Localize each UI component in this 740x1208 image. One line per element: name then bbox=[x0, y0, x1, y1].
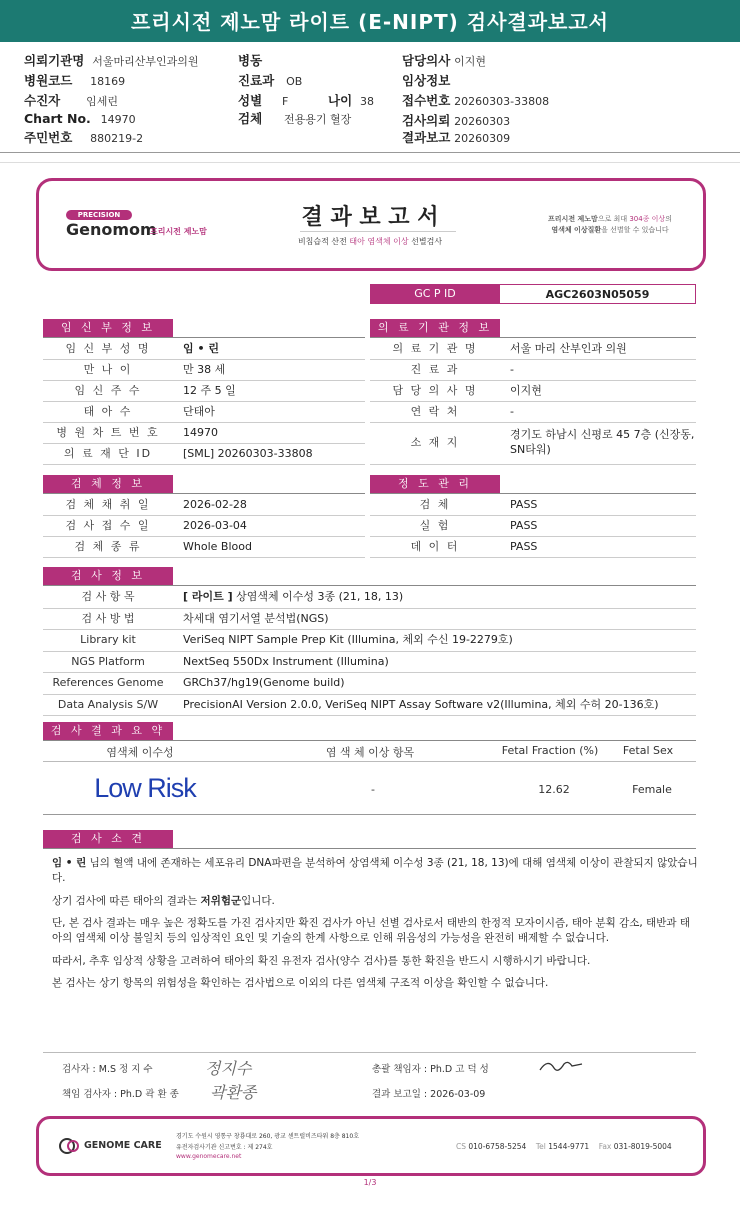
institution-value: 서울 마리 산부인과 의원 bbox=[510, 342, 627, 355]
report-heading: 결 과 보 고 서 bbox=[301, 205, 439, 230]
doctor-row: 담당의사 이지현 bbox=[402, 53, 487, 68]
test-row-line bbox=[43, 715, 696, 716]
institution-value: 이지현 bbox=[510, 384, 542, 397]
tester-signature: 정지수 bbox=[205, 1059, 252, 1078]
preg-value: 12 주 5 일 bbox=[183, 384, 236, 397]
top-divider bbox=[0, 152, 740, 153]
chart-row: Chart No. 14970 bbox=[24, 111, 136, 126]
opinion-p4: 따라서, 추후 임상적 상황을 고려하여 태아의 확진 유전자 검사(양수 검사)를 통한 확진을 반드시 시행하시기 바랍니다. bbox=[52, 955, 591, 967]
top-divider-2 bbox=[0, 162, 740, 163]
request-row: 검사의뢰 20260303 bbox=[402, 113, 511, 128]
responsible-label: 책임 검사자 : Ph.D 곽 환 종 bbox=[62, 1089, 179, 1100]
spec-label: 검 체 채 취 일 bbox=[65, 498, 151, 511]
test-value: PrecisionAI Version 2.0.0, VeriSeq NIPT Assay Software v2(Illumina, 체외 수허 20-136호) bbox=[183, 697, 659, 711]
patient-row: 수진자 임세린 bbox=[24, 93, 118, 108]
institution-label: 담 당 의 사 명 bbox=[392, 384, 478, 397]
opinion-top-line bbox=[43, 848, 696, 849]
summary-header-line bbox=[43, 761, 696, 762]
summary-bottom-line bbox=[43, 814, 696, 815]
preg-label: 의 료 재 단 ID bbox=[63, 447, 153, 460]
spec-label: 검 체 종 류 bbox=[74, 540, 142, 553]
qc-value: PASS bbox=[510, 540, 538, 553]
summary-col-fraction: Fetal Fraction (%) bbox=[501, 744, 599, 757]
spec-value: 2026-03-04 bbox=[183, 519, 247, 532]
tester-label: 검사자 : M.S 정 지 수 bbox=[62, 1064, 153, 1075]
test-value: NextSeq 550Dx Instrument (Illumina) bbox=[183, 654, 389, 668]
spec-label: 검 사 접 수 일 bbox=[65, 519, 151, 532]
qc-label: 검 체 bbox=[419, 498, 451, 511]
test-label: NGS Platform bbox=[71, 654, 145, 668]
gcpid-value: AGC2603N05059 bbox=[500, 284, 696, 304]
institution-label: 진 료 과 bbox=[410, 363, 460, 376]
preg-value: [SML] 20260303-33808 bbox=[183, 447, 313, 460]
result-date-row: 결과보고 20260309 bbox=[402, 130, 511, 145]
footer-website[interactable]: www.genomecare.net bbox=[176, 1153, 242, 1160]
institution-value: - bbox=[510, 363, 514, 376]
code-row: 병원코드 18169 bbox=[24, 73, 126, 88]
test-label: 검 사 항 목 bbox=[81, 590, 135, 603]
hospital-row: 의뢰기관명 서울마리산부인과의원 bbox=[24, 53, 199, 68]
qc-value: PASS bbox=[510, 519, 538, 532]
opinion-p3: 단, 본 검사 결과는 매우 높은 정확도를 가진 검사지만 확진 검사가 아닌 선별 검사로서 태반의 한정적 모자이시즘, 태아 분획 감소, 태반과 태아의 염색체 이상 불일치 등의 임상적인 요인 및 기술의 한계 사항으로 인해 위음성의 가능성을 완전히 배제할 수 없습니다. bbox=[52, 917, 690, 944]
opinion-p5: 본 검사는 상기 항목의 위험성을 확인하는 검사법으로 이외의 다른 염색체 구조적 이상을 확인할 수 없습니다. bbox=[52, 977, 549, 989]
heading-divider bbox=[300, 231, 456, 232]
signature-divider bbox=[43, 1052, 696, 1053]
preg-value: 단태아 bbox=[183, 405, 215, 418]
qc-value: PASS bbox=[510, 498, 538, 511]
test-label: Data Analysis S/W bbox=[57, 697, 159, 711]
genomom-logo: Genomom bbox=[66, 220, 157, 239]
fraction-value: 12.62 bbox=[538, 783, 570, 796]
preg-row-line bbox=[43, 464, 365, 465]
genome-care-logo-icon bbox=[58, 1137, 82, 1155]
gcpid-label: GC P ID bbox=[370, 284, 500, 304]
summary-top-line bbox=[43, 740, 696, 741]
header-note-1: 프리시전 제노맘으로 최대 304종 이상의 bbox=[548, 215, 672, 223]
opinion-p1: 임 • 린 님의 혈액 내에 존재하는 세포유리 DNA파편을 분석하여 상염색체 이수성 3종 (21, 18, 13)에 대해 염색체 이상이 관찰되지 않았습니다. bbox=[52, 857, 698, 884]
preg-value: 14970 bbox=[183, 426, 218, 439]
specimen-row: 검체 전용용기 혈장 bbox=[238, 111, 352, 126]
sex-row: 성별 F bbox=[238, 93, 289, 108]
institution-value: 경기도 하남시 신평로 45 7층 (신장동, SN타워) bbox=[510, 428, 695, 456]
preg-label: 태 아 수 bbox=[83, 405, 133, 418]
test-value: [ 라이트 ] 상염색체 이수성 3종 (21, 18, 13) bbox=[183, 590, 404, 603]
test-label: Library kit bbox=[80, 633, 136, 646]
institution-label: 의 료 기 관 명 bbox=[392, 342, 478, 355]
dept-row: 진료과 OB bbox=[238, 73, 303, 88]
report-subheading: 비침습적 산전 태아 염색체 이상 선별검사 bbox=[297, 237, 443, 246]
qc-head: 정 도 관 리 bbox=[370, 475, 500, 493]
spec-row-line bbox=[43, 557, 365, 558]
preg-label: 만 나 이 bbox=[83, 363, 133, 376]
opinion-head: 검 사 소 견 bbox=[43, 830, 173, 848]
footer-logo-text: GENOME CARE bbox=[84, 1140, 162, 1151]
sex-value: Female bbox=[632, 783, 672, 796]
summary-col-aneuploidy: 염색체 이수성 bbox=[106, 746, 174, 759]
precision-badge: PRECISION bbox=[66, 210, 132, 220]
chief-label: 총괄 책임자 : Ph.D 고 덕 성 bbox=[372, 1064, 489, 1075]
header-note-2: 염색체 이상질환을 선별할 수 있습니다 bbox=[551, 226, 669, 234]
summary-col-sex: Fetal Sex bbox=[622, 744, 674, 757]
idnum-row: 주민번호 880219-2 bbox=[24, 130, 144, 145]
risk-result: Low Risk bbox=[94, 773, 196, 803]
spec-value: Whole Blood bbox=[183, 540, 252, 553]
receipt-row: 접수번호 20260303-33808 bbox=[402, 93, 550, 108]
test-label: References Genome bbox=[52, 676, 164, 689]
preg-label: 임 신 부 성 명 bbox=[65, 342, 151, 355]
page-number: 1/3 bbox=[363, 1178, 377, 1187]
qc-label: 실 험 bbox=[419, 519, 451, 532]
preg-value: 임 • 린 bbox=[183, 342, 219, 355]
age-row: 나이 38 bbox=[328, 93, 374, 108]
footer-license: 유전자검사기관 신고번호 : 제 274호 bbox=[176, 1144, 273, 1151]
qc-label: 데 이 터 bbox=[410, 540, 460, 553]
preg-label: 임 신 주 수 bbox=[74, 384, 142, 397]
clinical-row: 임상정보 bbox=[402, 73, 451, 88]
report-date-label: 결과 보고일 : 2026-03-09 bbox=[372, 1089, 486, 1100]
report-title: 프리시전 제노맘 라이트 (E-NIPT) 검사결과보고서 bbox=[0, 0, 740, 42]
institution-row-line bbox=[370, 464, 696, 465]
test-value: GRCh37/hg19(Genome build) bbox=[183, 676, 345, 689]
spec-value: 2026-02-28 bbox=[183, 498, 247, 511]
institution-head: 의 료 기 관 정 보 bbox=[370, 319, 500, 337]
test-head: 검 사 정 보 bbox=[43, 567, 173, 585]
test-value: 차세대 염기서열 분석법(NGS) bbox=[183, 611, 329, 625]
footer-contacts: CS 010-6758-5254 Tel 1544-9771 Fax 031-8019-5004 bbox=[456, 1142, 672, 1151]
responsible-signature: 곽환종 bbox=[210, 1083, 257, 1102]
preg-label: 병 원 차 트 번 호 bbox=[56, 426, 160, 439]
ward-row: 병동 bbox=[238, 53, 263, 68]
test-value: VeriSeq NIPT Sample Prep Kit (Illumina, 체외 수신 19-2279호) bbox=[183, 633, 513, 646]
test-label: 검 사 방 법 bbox=[81, 611, 135, 625]
genomom-sub: 프리시전 제노맘 bbox=[150, 227, 207, 236]
institution-value: - bbox=[510, 405, 514, 418]
summary-head: 검 사 결 과 요 약 bbox=[43, 722, 173, 740]
institution-label: 소 재 지 bbox=[410, 436, 460, 449]
institution-label: 연 락 처 bbox=[410, 405, 460, 418]
preg-value: 만 38 세 bbox=[183, 363, 226, 376]
pregnant-head: 임 신 부 정 보 bbox=[43, 319, 173, 337]
specimen-head: 검 체 정 보 bbox=[43, 475, 173, 493]
footer-address: 경기도 수원시 영통구 창룡대로 260, 광교 센트럴비즈타워 8층 810호 bbox=[176, 1133, 359, 1140]
chief-signature-icon bbox=[536, 1056, 586, 1076]
opinion-p2: 상기 검사에 따른 태아의 결과는 저위험군입니다. bbox=[52, 895, 275, 907]
qc-row-line bbox=[370, 557, 696, 558]
summary-col-abnormal: 염 색 체 이상 항목 bbox=[325, 746, 415, 759]
abnormal-value: - bbox=[371, 783, 375, 796]
